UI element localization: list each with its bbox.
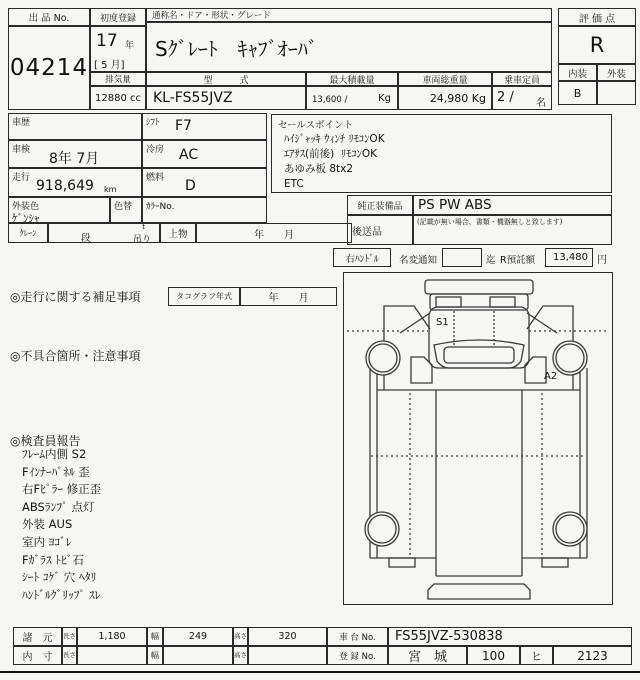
truck-top-view-diagram <box>344 273 612 604</box>
fuel-cell <box>142 168 267 197</box>
model-value: KL-FS55JVZ <box>146 86 306 110</box>
crane-t-label: t <box>142 223 145 231</box>
inspection-value: 8年 7月 <box>49 151 100 167</box>
sales-point-item: ｴｱｻｽ(前後) ﾘﾓｺﾝOK <box>284 148 378 160</box>
registration-no-label: 登 録 No. <box>327 646 388 665</box>
sales-point-item: ﾊｲｼﾞｬｯｷ ｳｨﾝﾁ ﾘﾓｺﾝOK <box>284 133 385 145</box>
name-change-label: 名変通知 <box>399 255 438 266</box>
first-reg-year-unit: 年 <box>125 41 135 51</box>
chassis-no-value: FS55JVZ-530838 <box>388 627 632 646</box>
inner-width-value <box>163 646 233 665</box>
gross-weight-value: 24,980 Kg <box>398 86 492 110</box>
registration-class-value: 100 <box>467 646 520 665</box>
body-label-cell: 上物 <box>160 223 196 243</box>
deposit-value: 13,480 <box>545 248 593 267</box>
spec-height-label: 高さ <box>233 627 248 646</box>
color-label: 外装色 <box>12 202 40 212</box>
first-reg-year: 17 <box>96 31 118 51</box>
sales-points-title: セールスポイント <box>278 120 354 131</box>
sales-point-item: ETC <box>284 178 304 190</box>
crane-value-cell <box>48 223 160 243</box>
history-cell <box>8 113 142 140</box>
exterior-header: 外装 <box>597 64 636 81</box>
inspector-item: ﾌﾚｰﾑ内側 S2 <box>22 447 87 461</box>
rhd-badge: 右ﾊﾝﾄﾞﾙ <box>333 248 391 267</box>
first-registration-header: 初度登録 <box>90 8 146 26</box>
registration-kana-value: ヒ <box>520 646 553 665</box>
displacement-value: 12880 cc <box>90 86 146 110</box>
damage-code-a2: A2 <box>544 371 558 382</box>
registration-number-value: 2123 <box>553 646 632 665</box>
max-load-header: 最大積載量 <box>306 72 398 86</box>
mileage-label: 走行 <box>12 173 31 183</box>
interior-grade-value: B <box>558 81 597 105</box>
inspection-cell <box>8 140 142 168</box>
gross-weight-header: 車両総重量 <box>398 72 492 86</box>
crane-lift-label: 吊り <box>132 235 151 245</box>
made-label: 迄 <box>486 255 496 266</box>
vehicle-name-header: 通称名・ドア・形状・グレード <box>146 8 552 22</box>
mileage-unit: km <box>104 185 117 194</box>
spec-length-label: 長さ <box>62 627 77 646</box>
oem-equipment-value: PS PW ABS <box>413 195 612 215</box>
damage-code-s1: S1 <box>436 317 449 328</box>
shift-cell <box>142 113 267 140</box>
max-load-cell <box>306 86 398 110</box>
ac-label: 冷房 <box>146 145 165 155</box>
spec-height-value: 320 <box>248 627 327 646</box>
fuel-label: 燃料 <box>146 173 165 183</box>
spec-length-value: 1,180 <box>77 627 147 646</box>
capacity-unit: 名 <box>536 98 546 109</box>
spec-row-label: 諸 元 <box>13 627 62 646</box>
repaint-label: 色替 <box>114 202 133 212</box>
vehicle-name-value: Sｸﾞﾚｰﾄ ｷｬﾌﾞｵｰﾊﾞ <box>146 22 552 72</box>
chassis-no-label: 車 台 No. <box>327 627 388 646</box>
color-value: ｹﾞﾝｼｬ <box>12 212 40 225</box>
color-cell <box>8 197 110 223</box>
sales-point-item: あゆみ板 8tx2 <box>284 163 354 175</box>
inspector-item: 右Fﾋﾟﾗｰ 修正歪 <box>22 482 102 497</box>
defect-title: ◎不具合箇所・注意事項 <box>10 349 141 363</box>
inner-height-label: 高さ <box>233 646 248 665</box>
mileage-note-title: ◎走行に関する補足事項 <box>10 290 141 304</box>
lot-no-value: 04214 <box>8 26 90 110</box>
displacement-header: 排気量 <box>90 72 146 86</box>
inner-width-label: 幅 <box>147 646 163 665</box>
grade-header: 評 価 点 <box>558 8 636 26</box>
later-items-label: 後送品 <box>347 215 413 245</box>
inspector-report-title: ◎検査員報告 <box>10 434 81 448</box>
crane-stage-label: 段 <box>81 233 91 244</box>
inspector-item: ﾊﾝﾄﾞﾙｸﾞﾘｯﾌﾟ ｽﾚ <box>22 587 101 602</box>
yen-label: 円 <box>597 255 607 266</box>
inspector-item: 室内 ﾖｺﾞﾚ <box>22 534 72 549</box>
name-change-date-cell <box>442 248 482 267</box>
ac-value: AC <box>179 147 199 163</box>
tachograph-value: 年 月 <box>240 287 337 306</box>
fuel-value: D <box>185 178 196 194</box>
shift-label: ｼﾌﾄ <box>146 118 160 128</box>
inspector-report-list <box>22 446 101 604</box>
shift-value: F7 <box>175 118 192 134</box>
capacity-cell <box>492 86 552 110</box>
inner-height-value <box>248 646 327 665</box>
ac-cell <box>142 140 267 168</box>
repaint-cell <box>110 197 142 223</box>
model-header: 型 式 <box>146 72 306 86</box>
color-no-label: ｶﾗｰNo. <box>146 202 175 212</box>
spec-width-value: 249 <box>163 627 233 646</box>
first-reg-month: [ 5 月] <box>94 60 125 71</box>
color-no-cell <box>142 197 267 223</box>
mileage-cell <box>8 168 142 197</box>
exterior-grade-value <box>597 81 636 105</box>
spec-width-label: 幅 <box>147 627 163 646</box>
body-date-cell: 年 月 <box>196 223 352 243</box>
inner-row-label: 内 寸 <box>13 646 62 665</box>
inspector-item: 外装 AUS <box>22 517 73 532</box>
inner-length-value <box>77 646 147 665</box>
later-items-note: (記載が無い場合、書類・機器無しと致します) <box>417 218 563 226</box>
oem-equipment-label: 純正装備品 <box>347 195 413 215</box>
sales-points-list <box>284 132 385 192</box>
tachograph-label: タコグラフ年式 <box>168 287 240 306</box>
crane-label-cell: ｸﾚｰﾝ <box>8 223 48 243</box>
registration-area-value: 宮 城 <box>388 646 467 665</box>
lot-no-header: 出 品 No. <box>8 8 90 26</box>
inspection-label: 車検 <box>12 145 31 155</box>
max-load-value: 13,600 / <box>312 95 348 105</box>
interior-header: 内装 <box>558 64 597 81</box>
max-load-unit: Kg <box>378 93 391 104</box>
mileage-value: 918,649 <box>36 178 94 194</box>
inner-length-label: 長さ <box>62 646 77 665</box>
inspector-item: ｼｰﾄ ｺｹﾞ 穴 ﾍﾀﾘ <box>22 570 97 585</box>
capacity-header: 乗車定員 <box>492 72 552 86</box>
deposit-label: R預託額 <box>500 255 536 266</box>
sales-points-box <box>271 114 612 193</box>
inspector-item: Fｲﾝﾅｰﾊﾟﾈﾙ 歪 <box>22 464 90 479</box>
inspector-item: Fｶﾞﾗｽ ﾄﾋﾞ石 <box>22 552 85 567</box>
grade-value: R <box>558 26 636 64</box>
vehicle-diagram-box <box>343 272 613 605</box>
sheet-bottom-rule <box>0 671 640 673</box>
history-label: 車歴 <box>12 118 31 128</box>
first-registration-cell <box>90 26 146 72</box>
inspector-item: ABSﾗﾝﾌﾟ 点灯 <box>22 499 95 514</box>
later-items-cell <box>413 215 612 245</box>
capacity-value: 2 / <box>497 90 514 105</box>
